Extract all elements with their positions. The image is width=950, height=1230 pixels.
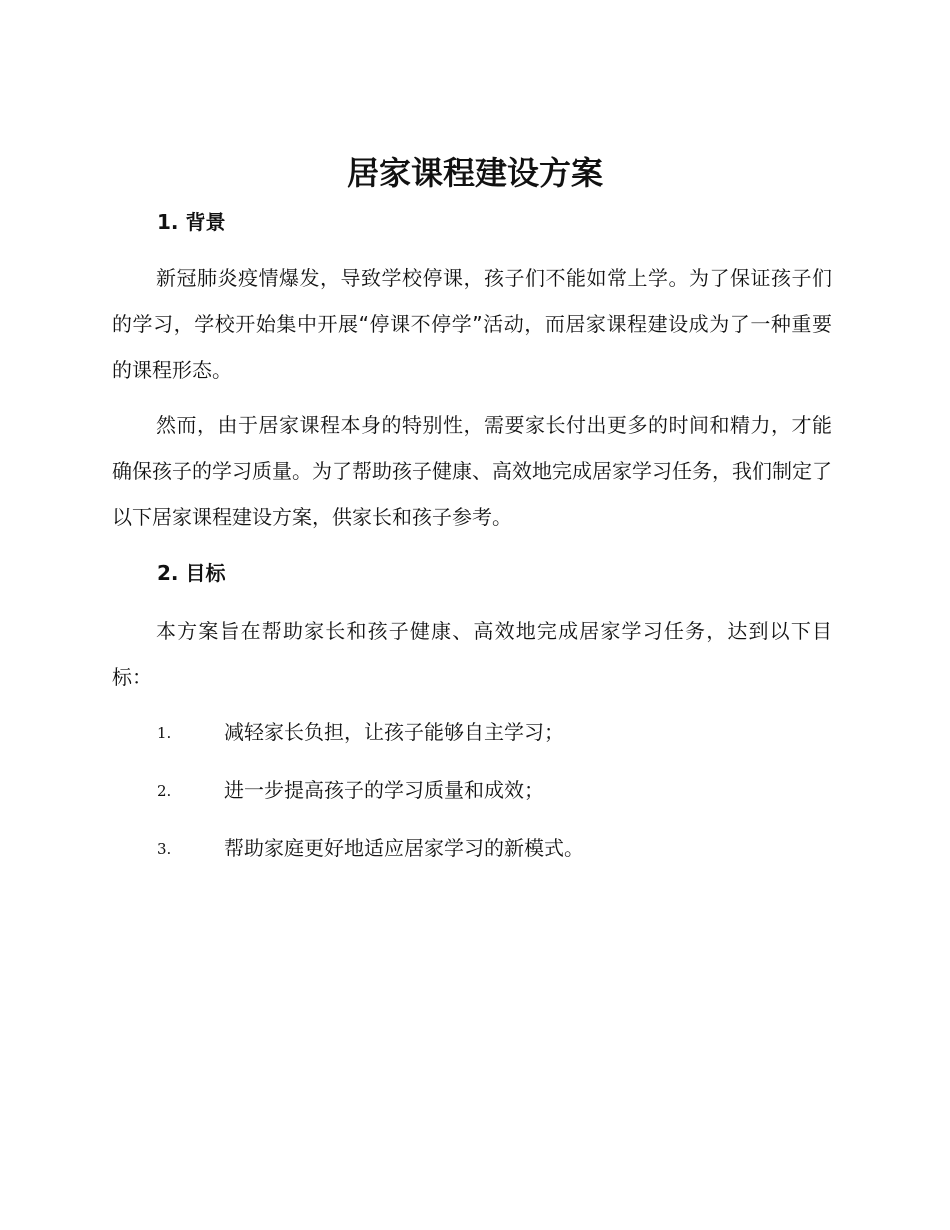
list-number: 3. xyxy=(157,840,172,858)
list-text: 进一步提高孩子的学习质量和成效； xyxy=(224,778,544,802)
document-title: 居家课程建设方案 xyxy=(346,154,603,192)
paragraph-background-1: 新冠肺炎疫情爆发，导致学校停课，孩子们不能如常上学。为了保证孩子们的学习，学校开始集中开展“停课不停学”活动，而居家课程建设成为了一种重要的课程形态。 xyxy=(112,266,832,382)
paragraph-background-2: 然而，由于居家课程本身的特别性，需要家长付出更多的时间和精力，才能确保孩子的学习质量。为了帮助孩子健康、高效地完成居家学习任务，我们制定了以下居家课程建设方案，供家长和孩子参考。 xyxy=(112,413,832,529)
list-number: 1. xyxy=(157,724,172,742)
list-number: 2. xyxy=(157,782,172,800)
paragraph-goals-intro: 本方案旨在帮助家长和孩子健康、高效地完成居家学习任务，达到以下目标： xyxy=(112,619,832,689)
section-heading-background: 1. 背景 xyxy=(157,210,226,234)
list-text: 减轻家长负担，让孩子能够自主学习； xyxy=(224,720,564,744)
list-text: 帮助家庭更好地适应居家学习的新模式。 xyxy=(224,836,584,860)
section-heading-goals: 2. 目标 xyxy=(157,561,226,585)
